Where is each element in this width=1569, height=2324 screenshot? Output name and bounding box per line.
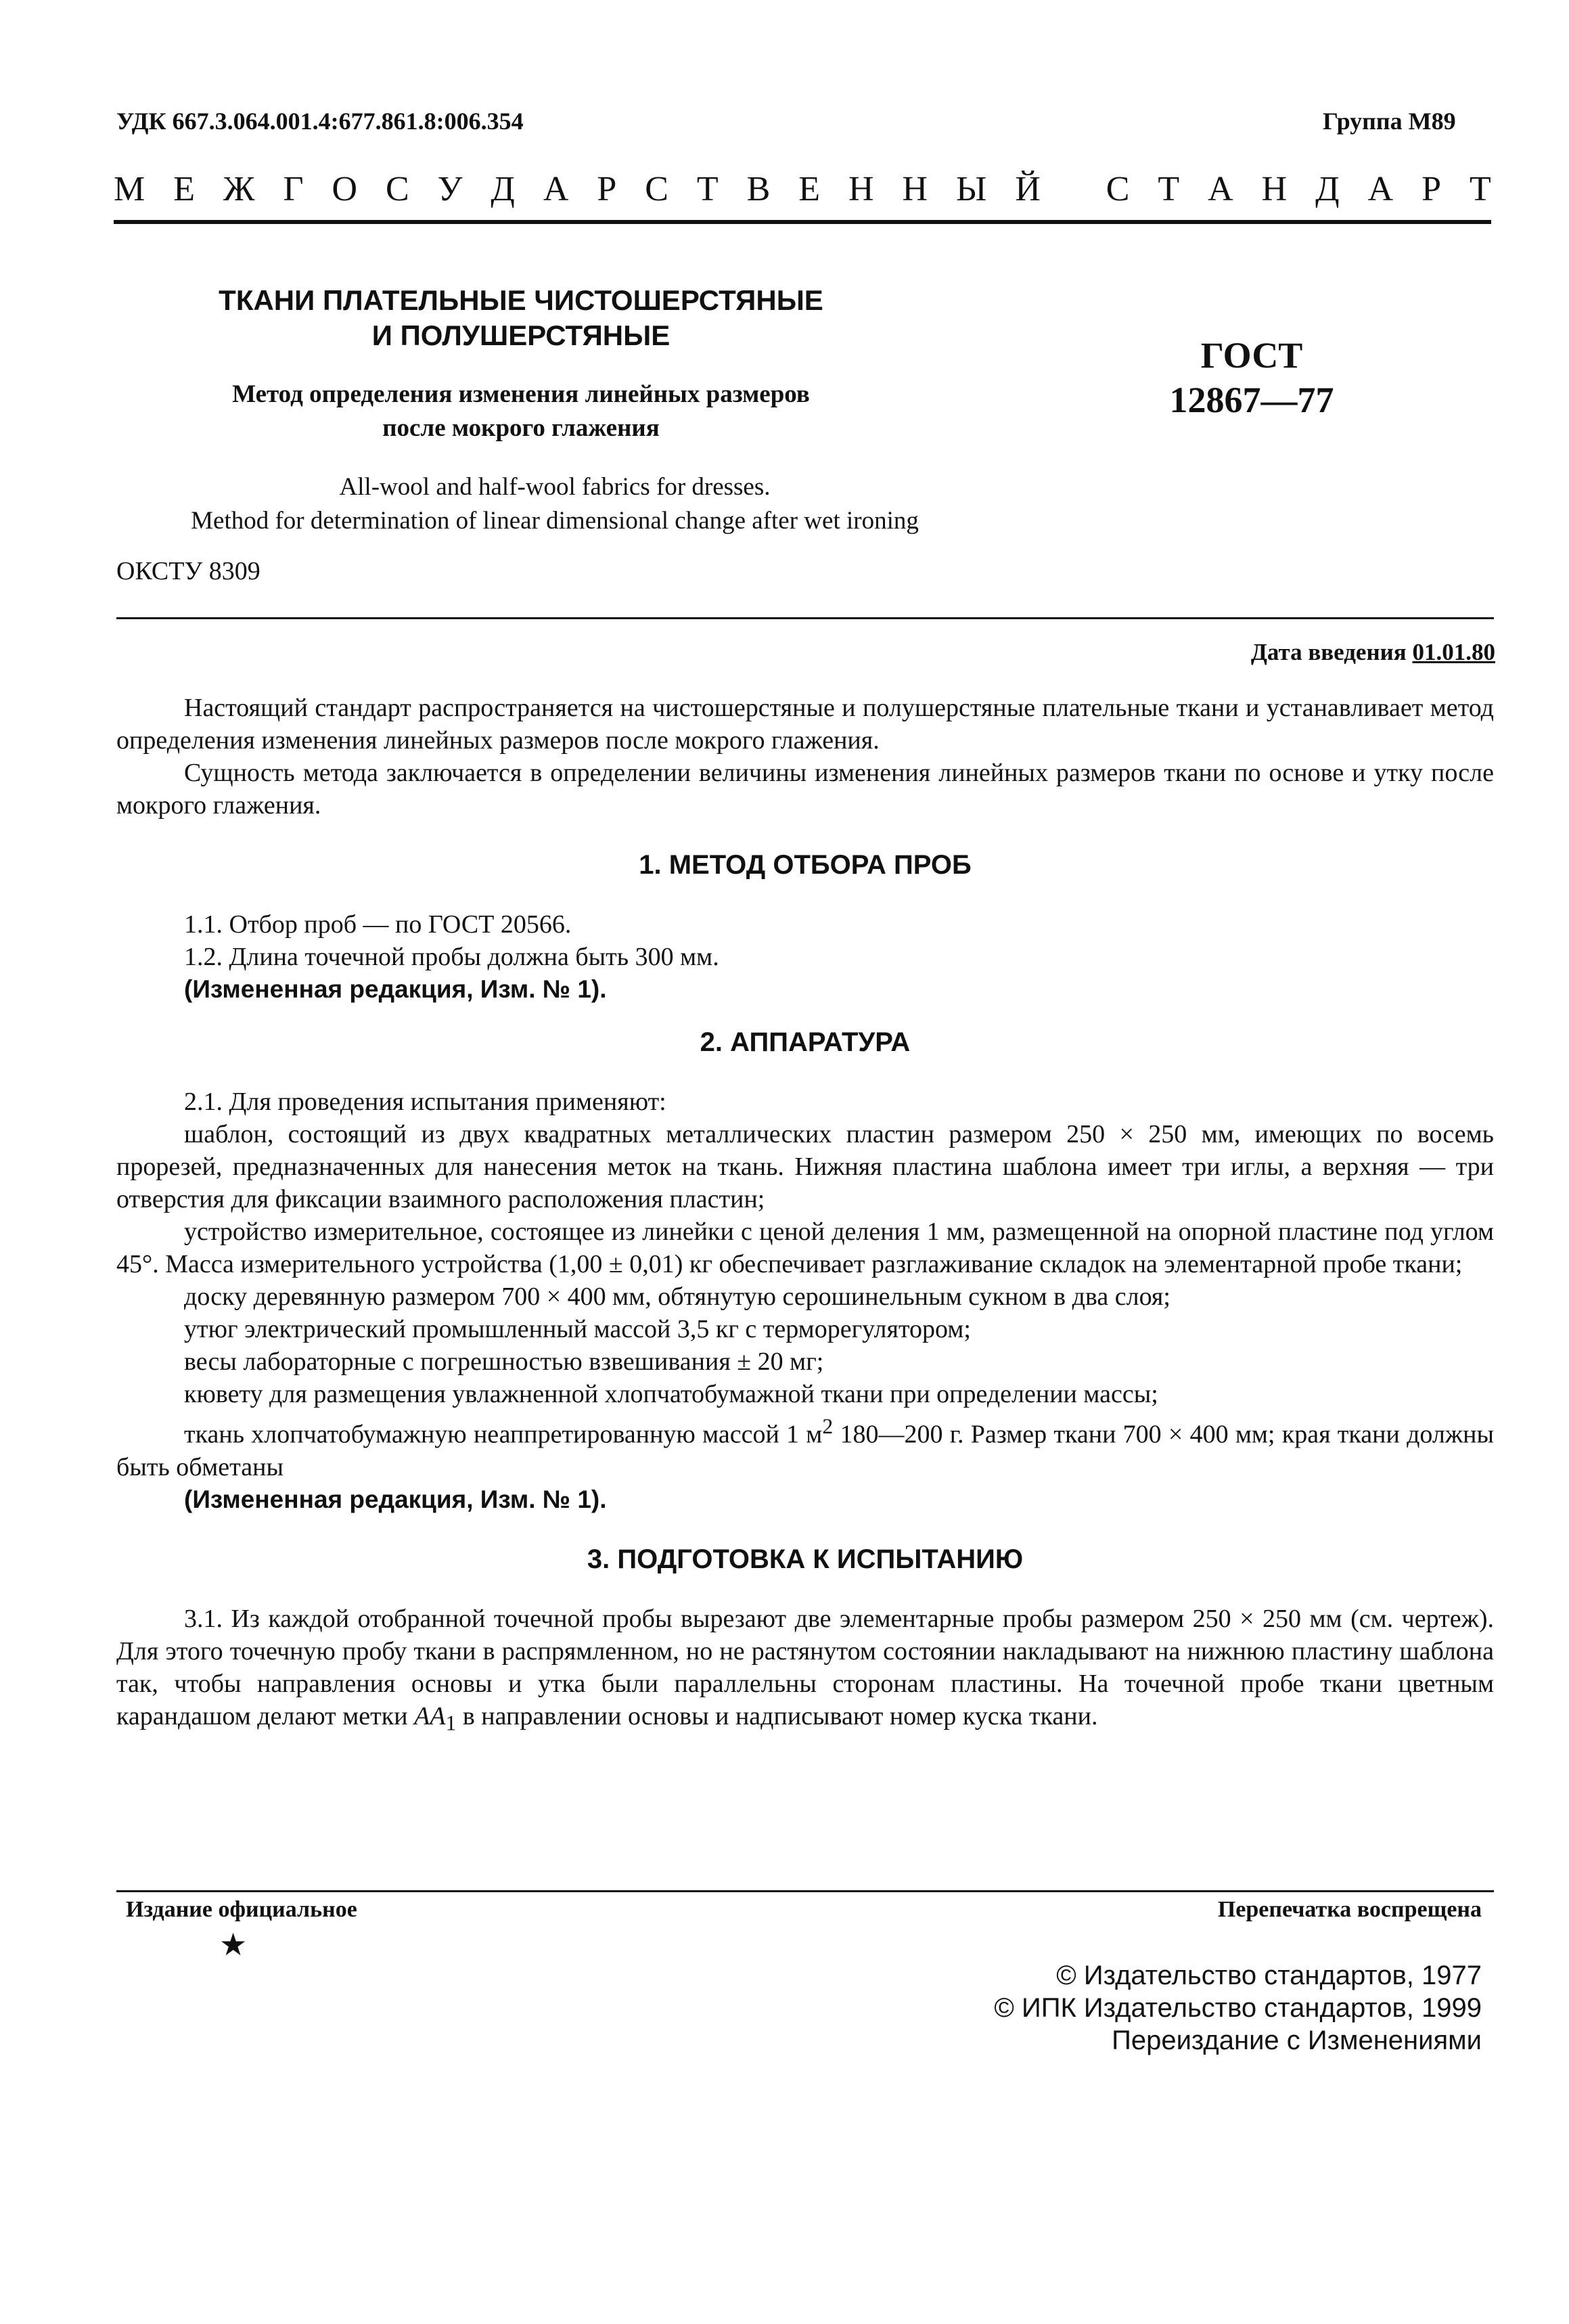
document-subtitle <box>149 378 893 445</box>
heading-letter: Н <box>1261 170 1288 208</box>
heading-letter: О <box>332 170 358 208</box>
section-heading: 3. ПОДГОТОВКА К ИСПЫТАНИЮ <box>587 1544 1024 1574</box>
heading-letter: С <box>1106 170 1130 208</box>
official-edition: Издание официальное <box>126 1897 357 1922</box>
copyright-line: © Издательство стандартов, 1977 <box>1056 1961 1482 1990</box>
heading-letter: Й <box>1015 170 1041 208</box>
gost-code: 12867—77 <box>1169 380 1334 420</box>
heading-letter: Ж <box>223 170 255 208</box>
date-value: 01.01.80 <box>1412 639 1495 665</box>
clause <box>116 1410 1494 1483</box>
clause: 1.2. Длина точечной пробы должна быть 300 мм. <box>184 943 719 971</box>
heading-letter: Г <box>283 170 304 208</box>
superscript: 2 <box>822 1414 834 1438</box>
heading-letter: С <box>386 170 409 208</box>
clause: 2.1. Для проведения испытания применяют: <box>184 1088 666 1116</box>
heading-letter: Е <box>798 170 821 208</box>
subtitle-line: после мокрого глажения <box>382 414 660 442</box>
clause: устройство измерительное, состоящее из линейки с ценой деления 1 мм, размещенной на опорной пластине под углом 45°. Масса измерительного устройства (1,00 ± 0,01) кг обеспечивает разглаживание складок на элементарной пробе ткани; <box>116 1217 1494 1278</box>
gost-label: ГОСТ <box>1200 335 1303 376</box>
gost-number <box>1110 333 1394 422</box>
title-line: И ПОЛУШЕРСТЯНЫЕ <box>371 319 670 351</box>
heading-letter: Н <box>902 170 928 208</box>
document-title <box>149 283 893 353</box>
copyright-block <box>812 1959 1482 2057</box>
middle-rule <box>116 617 1494 619</box>
heading-letter: Ы <box>956 170 987 208</box>
interstate-standard-heading <box>114 169 1491 209</box>
heading-letter: У <box>437 170 463 208</box>
clause: 1.1. Отбор проб — по ГОСТ 20566. <box>184 910 572 939</box>
okstu-code: ОКСТУ 8309 <box>116 557 260 585</box>
reprint-prohibited: Перепечатка воспрещена <box>1217 1897 1482 1922</box>
change-note: (Измененная редакция, Изм. № 1). <box>184 975 607 1003</box>
heading-letter: А <box>1367 170 1394 208</box>
top-thick-rule <box>114 220 1491 224</box>
subscript: 1 <box>445 1711 457 1735</box>
date-label: Дата введения <box>1250 639 1407 665</box>
clause: кювету для размещения увлажненной хлопчатобумажной ткани при определении массы; <box>184 1380 1158 1408</box>
group-code: Группа М89 <box>1323 108 1456 135</box>
title-line: ТКАНИ ПЛАТЕЛЬНЫЕ ЧИСТОШЕРСТЯНЫЕ <box>219 284 823 316</box>
heading-letter: С <box>645 170 668 208</box>
clause-text: ткань хлопчатобумажную неаппретированную массой 1 м <box>184 1420 823 1449</box>
clause-text: в направлении основы и надписывают номер куска ткани. <box>456 1701 1098 1730</box>
heading-gap <box>1069 169 1078 209</box>
heading-letter: В <box>746 170 771 208</box>
heading-letter: А <box>543 170 569 208</box>
heading-letter: М <box>114 170 145 208</box>
introduction-date <box>880 639 1495 666</box>
heading-letter: Т <box>696 170 719 208</box>
clause: весы лабораторные с погрешностью взвешивания ± 20 мг; <box>184 1347 824 1376</box>
copyright-line: © ИПК Издательство стандартов, 1999 <box>994 1993 1482 2023</box>
copyright-line: Переиздание с Изменениями <box>1112 2026 1482 2055</box>
clause-text: 3.1. Из каждой отобранной точечной пробы вырезают две элементарные пробы размером 250 × 250 мм (см. чертеж). Для этого точечную пробу ткани в распрямленном, но не растянутом состоянии накладывают на нижнюю пластину шаблона так, чтобы направления основы и утка были параллельны сторонам пластины. На точечной пробе ткани цветным карандашом делают метки <box>116 1604 1494 1730</box>
heading-letter: Н <box>848 170 874 208</box>
clause: утюг электрический промышленный массой 3,5 кг с терморегулятором; <box>184 1315 971 1343</box>
english-title <box>115 470 995 538</box>
star-icon: ★ <box>219 1927 248 1962</box>
footer-rule <box>116 1890 1494 1892</box>
heading-letter: Т <box>1158 170 1180 208</box>
clause: шаблон, состоящий из двух квадратных металлических пластин размером 250 × 250 мм, имеющих по восемь прорезей, предназначенных для нанесения меток на ткань. Нижняя пластина шаблона имеет три иглы, а верхняя — три отверстия для фиксации взаимного расположения пластин; <box>116 1120 1494 1213</box>
section-heading: 1. МЕТОД ОТБОРА ПРОБ <box>639 850 972 880</box>
change-note: (Измененная редакция, Изм. № 1). <box>184 1485 607 1513</box>
document-body <box>116 692 1494 1739</box>
mark-symbol: AA <box>414 1701 446 1730</box>
clause-text: 180—200 г. Размер ткани 700 × 400 мм; края ткани должны быть обметаны <box>116 1420 1495 1481</box>
english-line: Method for determination of linear dimensional change after wet ironing <box>191 507 919 535</box>
english-line: All-wool and half-wool fabrics for dresses. <box>339 473 771 501</box>
paragraph: Настоящий стандарт распространяется на чистошерстяные и полушерстяные плательные ткани и устанавливает метод определения изменения линейных размеров после мокрого глажения. <box>116 694 1494 755</box>
heading-letter: Т <box>1470 170 1491 208</box>
heading-letter: Д <box>491 170 515 208</box>
paragraph: Сущность метода заключается в определении величины изменения линейных размеров ткани по основе и утку после мокрого глажения. <box>116 759 1494 820</box>
udk-code: УДК 667.3.064.001.4:677.861.8:006.354 <box>116 108 524 135</box>
heading-letter: А <box>1208 170 1233 208</box>
clause <box>116 1603 1494 1740</box>
heading-letter: Р <box>597 170 617 208</box>
heading-letter: Е <box>173 170 195 208</box>
section-heading: 2. АППАРАТУРА <box>700 1027 911 1057</box>
heading-letter: Р <box>1422 170 1442 208</box>
heading-letter: Д <box>1315 170 1340 208</box>
subtitle-line: Метод определения изменения линейных размеров <box>232 380 810 408</box>
clause: доску деревянную размером 700 × 400 мм, обтянутую серошинельным сукном в два слоя; <box>184 1282 1170 1311</box>
